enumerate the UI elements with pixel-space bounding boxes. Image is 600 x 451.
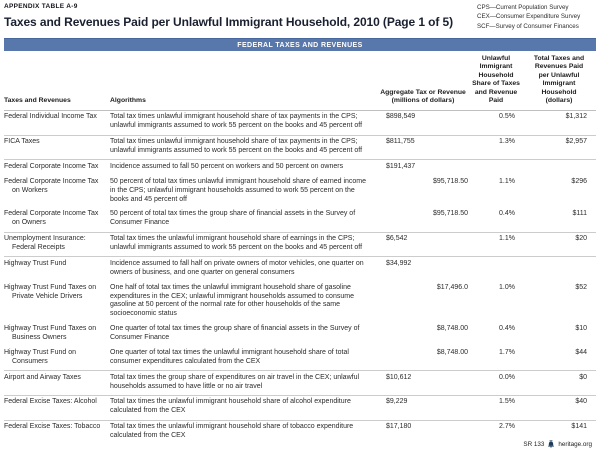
cell-total: $2,957	[565, 138, 587, 146]
aggregate-sub-value: $95,718.50	[432, 210, 468, 218]
aggregate-value: $898,549	[386, 113, 416, 121]
cell-tax-name: FICA Taxes	[4, 138, 40, 146]
aggregate-value: $9,229	[386, 398, 408, 406]
cell-share: 0.5%	[499, 113, 515, 121]
cell-aggregate	[376, 163, 470, 172]
cell-aggregate	[376, 398, 470, 416]
cell-algorithm: Total tax times unlawful immigrant household share of tax payments in the CPS; unlawful immigrants assumed to work 55 percent on the books and 45 percent off	[110, 113, 363, 130]
cell-tax-name: Airport and Airway Taxes	[4, 373, 81, 381]
table-kicker: APPENDIX TABLE A-9	[4, 3, 78, 10]
table-body	[4, 111, 596, 445]
column-header-taxes-and-revenues: Taxes and Revenues	[4, 97, 71, 105]
table-row	[4, 346, 596, 370]
table-row	[4, 159, 596, 175]
table-row	[4, 370, 596, 395]
cell-tax-name: Federal Excise Taxes: Tobacco	[4, 423, 101, 431]
aggregate-value: $811,755	[386, 138, 415, 146]
table-row	[4, 111, 596, 135]
cell-tax-name: Highway Trust Fund	[4, 259, 67, 267]
cell-share	[470, 260, 522, 278]
table-row	[4, 281, 596, 323]
cell-algorithm: Incidence assumed to fall 50 percent on workers and 50 percent on owners	[110, 162, 344, 170]
report-number: SR 133	[523, 440, 545, 448]
cell-total: $10	[575, 325, 587, 333]
cell-aggregate	[376, 349, 470, 367]
cell-share: 1.5%	[499, 398, 515, 406]
legend-line-cps: CPS—Current Population Survey	[477, 4, 569, 11]
table-header-row	[4, 51, 596, 111]
cell-total: $52	[575, 283, 587, 291]
cell-algorithm: Total tax times the group share of expenditures on air travel in the CEX; unlawful households assumed to have little or no air travel	[110, 373, 360, 390]
site-name: heritage.org	[558, 440, 592, 448]
cell-aggregate	[376, 210, 470, 228]
cell-share: 1.1%	[499, 177, 515, 185]
cell-total: $296	[571, 177, 587, 185]
cell-tax-name: Federal Corporate Income Tax on Workers	[4, 177, 99, 194]
aggregate-sub-value: $8,748.00	[436, 325, 468, 333]
cell-total: $20	[575, 235, 587, 243]
section-header-bar: FEDERAL TAXES AND REVENUES	[4, 38, 596, 51]
cell-aggregate	[376, 374, 470, 392]
cell-total: $0	[579, 373, 587, 381]
cell-tax-name: Federal Excise Taxes: Alcohol	[4, 398, 97, 406]
cell-total: $111	[572, 210, 587, 218]
legend-line-cex: CEX—Consumer Expenditure Survey	[477, 13, 581, 21]
cell-aggregate	[376, 178, 470, 205]
cell-algorithm: One half of total tax times the unlawful immigrant household share of gasoline expenditures in the CEX; unlawful immigrant households assumed to consume gasoline at 50 percent of the normal rate for other households of the same socioeconomic status	[110, 283, 354, 318]
table-row	[4, 420, 596, 445]
cell-tax-name: Unemployment Insurance: Federal Receipts	[4, 235, 86, 252]
cell-aggregate	[376, 260, 470, 278]
cell-algorithm: One quarter of total tax times the group share of financial assets in the Survey of Consumer Finance	[110, 325, 360, 342]
cell-algorithm: Incidence assumed to fall half on private owners of motor vehicles, one quarter on owners of business, and one quarter on general consumers	[110, 259, 364, 276]
legend-line-scf: SCF—Survey of Consumer Finances	[477, 22, 579, 30]
cell-algorithm: One quarter of total tax times the unlawful immigrant household share of total consumer expenditures calculated from the CEX	[110, 348, 349, 365]
cell-aggregate	[376, 235, 470, 253]
cell-share: 1.1%	[499, 235, 515, 243]
cell-aggregate	[376, 325, 470, 343]
cell-aggregate	[376, 138, 470, 156]
cell-algorithm: Total tax times unlawful immigrant household share of tax payments in the CPS; unlawful immigrants assumed to work 55 percent on the books and 45 percent off	[110, 138, 363, 155]
aggregate-value: $17,180	[386, 423, 412, 431]
table-row	[4, 232, 596, 257]
cell-tax-name: Federal Corporate Income Tax	[4, 162, 99, 170]
cell-algorithm: 50 percent of total tax times unlawful immigrant household share of earned income in the CPS; unlawful immigrant households assumed to work 55 percent on the books and 45 percent off	[110, 177, 367, 203]
cell-tax-name: Federal Individual Income Tax	[4, 113, 97, 121]
column-header-total-per-household: Total Taxes and Revenues Paid per Unlawful Immigrant Household (dollars)	[533, 55, 585, 105]
column-header-aggregate-tax: Aggregate Tax or Revenue (millions of dollars)	[380, 88, 466, 105]
cell-share: 0.4%	[499, 210, 515, 218]
column-header-household-share: Unlawful Immigrant Household Share of Taxes and Revenue Paid	[472, 55, 520, 105]
cell-total: $40	[575, 398, 587, 406]
aggregate-value: $34,992	[386, 259, 412, 267]
cell-tax-name: Highway Trust Fund Taxes on Business Owners	[4, 325, 97, 342]
cell-algorithm: Total tax times the unlawful immigrant household share of alcohol expenditure calculated from the CEX	[110, 398, 351, 415]
cell-share	[470, 163, 522, 172]
table-row	[4, 323, 596, 347]
aggregate-value: $10,612	[386, 373, 412, 381]
table-row	[4, 135, 596, 160]
cell-total	[522, 163, 596, 172]
cell-total: $44	[575, 348, 587, 356]
cell-algorithm: Total tax times the unlawful immigrant household share of tobacco expenditure calculated from the CEX	[110, 423, 354, 440]
table-row	[4, 175, 596, 208]
cell-aggregate	[376, 423, 470, 441]
aggregate-value: $191,437	[386, 162, 416, 170]
table-row	[4, 256, 596, 281]
table-row	[4, 395, 596, 420]
cell-algorithm: Total tax times the unlawful immigrant household share of earnings in the CPS; unlawful immigrants assumed to work 55 percent on the books and 45 percent off	[110, 235, 363, 252]
cell-aggregate	[376, 284, 470, 320]
column-header-algorithms: Algorithms	[110, 97, 146, 105]
cell-share: 0.4%	[499, 325, 515, 333]
page-footer	[523, 440, 592, 448]
cell-total	[522, 260, 596, 278]
heritage-bell-icon	[547, 440, 555, 448]
cell-share: 1.7%	[499, 348, 515, 356]
aggregate-sub-value: $95,718.50	[432, 177, 468, 185]
cell-total: $141	[571, 423, 587, 431]
cell-share: 0.0%	[499, 373, 515, 381]
aggregate-sub-value: $8,748.00	[436, 348, 468, 356]
cell-total: $1,312	[565, 113, 587, 121]
cell-share: 1.3%	[499, 138, 515, 146]
aggregate-sub-value: $17,496.0	[436, 283, 468, 291]
table-row	[4, 208, 596, 232]
cell-tax-name: Federal Corporate Income Tax on Owners	[4, 210, 99, 227]
cell-share: 1.0%	[499, 283, 515, 291]
cell-algorithm: 50 percent of total tax times the group share of financial assets in the Survey of Consumer Finance	[110, 210, 356, 227]
page-title: Taxes and Revenues Paid per Unlawful Immigrant Household, 2010 (Page 1 of 5)	[4, 15, 453, 29]
cell-aggregate	[376, 113, 470, 131]
cell-share: 2.7%	[499, 423, 515, 431]
survey-abbreviation-legend	[477, 3, 580, 31]
cell-tax-name: Highway Trust Fund on Consumers	[4, 348, 76, 365]
aggregate-value: $6,542	[386, 235, 408, 243]
cell-tax-name: Highway Trust Fund Taxes on Private Vehicle Drivers	[4, 283, 97, 300]
